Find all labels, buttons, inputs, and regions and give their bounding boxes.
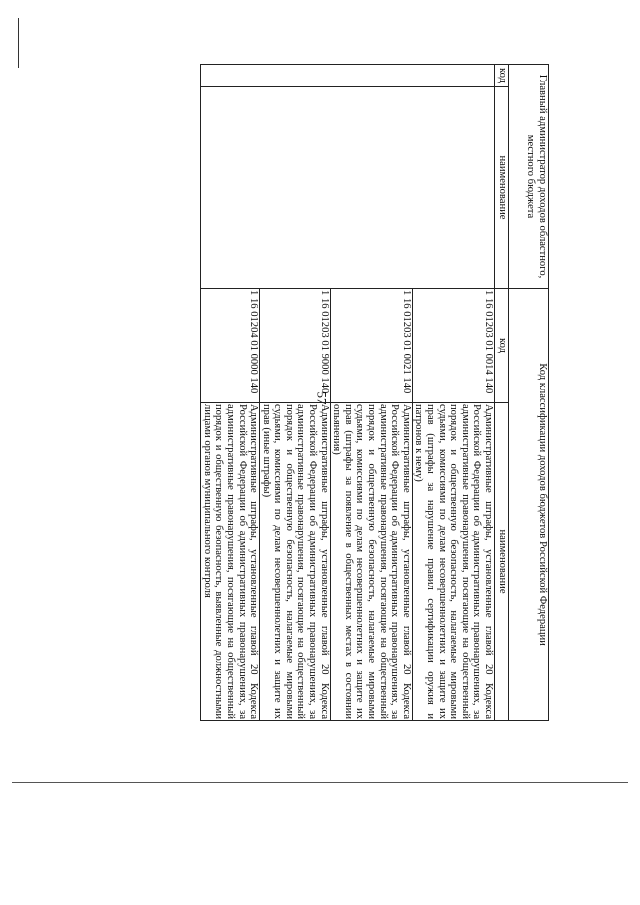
header-admin-name: наименование xyxy=(495,87,509,289)
row-name: Административные штрафы, установленные главой 20 Кодекса Российской Федерации об административных правонарушениях, за административные правонарушения, посягающие на общественный порядок и общественную безопасность, выявленные должностными лицами органов муниципального контроля xyxy=(201,404,260,720)
row-code: 1 16 01204 01 0000 140 xyxy=(201,289,260,403)
rotated-table-wrapper xyxy=(128,64,549,720)
header-class-kod: код xyxy=(495,289,509,403)
row-code: 1 16 01203 01 0014 140 xyxy=(412,289,494,403)
row-code: 1 16 01203 01 9000 140 xyxy=(260,289,331,403)
table-row xyxy=(412,65,494,721)
header-main-admin: Главный администратор доходов областного, местного бюджета xyxy=(509,65,549,289)
admin-code-cell xyxy=(201,65,495,87)
row-code: 1 16 01203 01 0021 140 xyxy=(330,289,412,403)
admin-name-cell xyxy=(201,87,495,289)
row-name: Административные штрафы, установленные главой 20 Кодекса Российской Федерации об административных правонарушениях, за административные правонарушения, посягающие на общественный порядок и общественную безопасность, налагаемые мировыми судьями, комиссиями по делам несовершеннолетних и защите их прав (штрафы за нарушение правил сертификации оружия и патронов к нему) xyxy=(413,404,494,720)
page-number: 57 xyxy=(314,391,330,405)
income-classification-table xyxy=(200,64,549,721)
row-name: Административные штрафы, установленные главой 20 Кодекса Российской Федерации об административных правонарушениях, за административные правонарушения, посягающие на общественный порядок и общественную безопасность, налагаемые мировыми судьями, комиссиями по делам несовершеннолетних и защите их прав (иные штрафы) xyxy=(260,404,330,720)
row-name: Административные штрафы, установленные главой 20 Кодекса Российской Федерации об административных правонарушениях, за административные правонарушения, посягающие на общественный порядок и общественную безопасность, налагаемые мировыми судьями, комиссиями по делам несовершеннолетних и защите их прав (штрафы за появление в общественных местах в состоянии опьянения) xyxy=(331,404,412,720)
margin-line xyxy=(18,18,19,68)
header-classification: Код классификации доходов бюджетов Российской Федерации xyxy=(509,289,549,721)
header-admin-kod: код xyxy=(495,65,509,87)
horizontal-rule xyxy=(12,782,628,783)
header-class-name: наименование xyxy=(495,403,509,721)
